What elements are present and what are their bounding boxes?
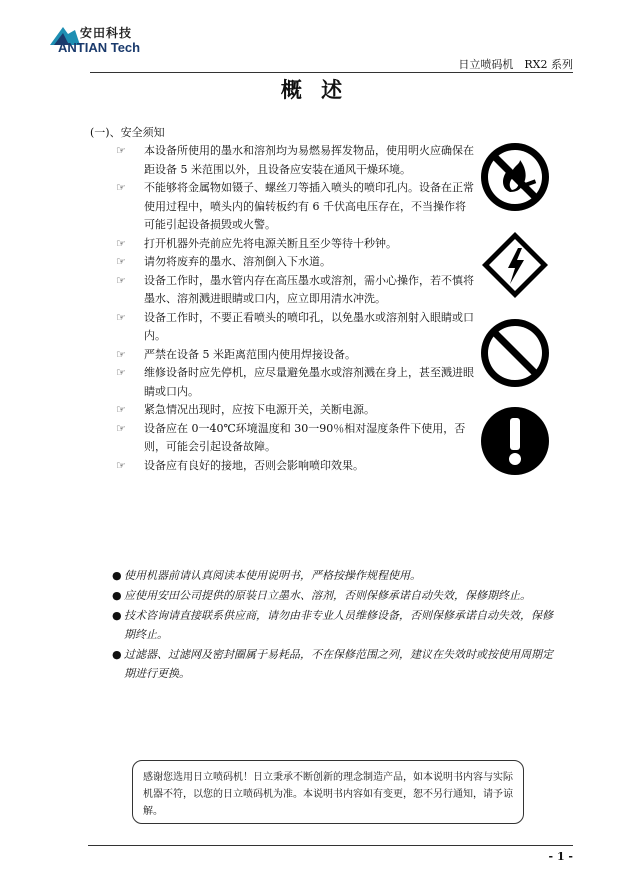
list-item-text: 严禁在设备 5 米距离范围内使用焊接设备。: [144, 347, 356, 361]
list-item: [116, 457, 476, 476]
page-number: - 1 -: [548, 850, 573, 863]
bullet-icon: ●: [112, 569, 122, 582]
note-text: 过滤器、过滤网及密封圈属于易耗品，不在保修范围之列，建议在失效时或按使用周期定期进行更换。: [124, 648, 553, 680]
pointing-hand-icon: ☞: [116, 458, 126, 472]
pointing-hand-icon: ☞: [116, 421, 126, 435]
list-item: [116, 346, 476, 365]
list-item-text: 不能够将金属物如镊子、螺丝刀等插入喷头的喷印孔内。设备在正常使用过程中，喷头内的偏转板约有 6 千伏高电压存在，不当操作将可能引起设备损毁或火警。: [144, 181, 474, 231]
notes-list: [112, 566, 562, 684]
list-item: [116, 272, 476, 309]
list-item: [116, 420, 476, 457]
no-fire-icon: [480, 142, 550, 212]
notice-box: 感谢您选用日立喷码机！日立秉承不断创新的理念制造产品，如本说明书内容与实际机器不符，以您的日立喷码机为准。本说明书内容如有变更，恕不另行通知，请予谅解。: [132, 760, 524, 824]
pointing-hand-icon: ☞: [116, 403, 126, 416]
list-item: [112, 586, 562, 605]
safety-list: [116, 142, 476, 475]
bullet-icon: ●: [112, 609, 122, 622]
header-divider: [90, 72, 573, 73]
list-item: [116, 235, 476, 254]
list-item-text: 维修设备时应先停机，应尽量避免墨水或溶剂溅在身上，甚至溅进眼睛或口内。: [144, 366, 474, 398]
list-item-text: 设备应在 0一40℃环境温度和 30一90％相对湿度条件下使用，否则，可能会引起设备故障。: [144, 421, 466, 453]
footer-divider: [88, 845, 573, 846]
pointing-hand-icon: ☞: [116, 144, 126, 157]
caution-icon: [480, 406, 550, 476]
page-title: 概 述: [280, 77, 349, 102]
pointing-hand-icon: ☞: [116, 181, 126, 194]
note-text: 使用机器前请认真阅读本使用说明书，严格按操作规程使用。: [124, 569, 421, 582]
warning-icons: [480, 142, 556, 494]
pointing-hand-icon: ☞: [116, 273, 126, 287]
list-item: [116, 309, 476, 346]
list-item: [116, 364, 476, 401]
bullet-icon: ●: [112, 648, 122, 661]
list-item-text: 请勿将废弃的墨水、溶剂倒入下水道。: [144, 255, 331, 268]
prohibition-icon: [480, 318, 550, 388]
document-header-title: 日立喷码机 RX2 系列: [458, 58, 573, 71]
list-item-text: 设备应有良好的接地，否则会影响喷印效果。: [144, 458, 364, 472]
note-text: 技术咨询请直接联系供应商，请勿由非专业人员维修设备，否则保修承诺自动失效，保修期终止。: [124, 609, 553, 641]
pointing-hand-icon: ☞: [116, 347, 126, 361]
pointing-hand-icon: ☞: [116, 310, 126, 324]
logo-chinese-name: 安田科技: [80, 26, 133, 40]
bullet-icon: ●: [112, 589, 122, 602]
pointing-hand-icon: ☞: [116, 236, 126, 250]
list-item: [116, 253, 476, 272]
pointing-hand-icon: ☞: [116, 366, 126, 379]
list-item-text: 打开机器外壳前应先将电源关断且至少等待十秒钟。: [144, 236, 397, 250]
note-text: 应使用安田公司提供的原装日立墨水、溶剂，否则保修承诺自动失效，保修期终止。: [124, 589, 531, 602]
list-item-text: 本设备所使用的墨水和溶剂均为易燃易挥发物品，使用明火应确保在距设备 5 米范围以外，且设备应安装在通风干燥环境。: [144, 144, 474, 176]
list-item: [112, 645, 562, 683]
logo-english-name: ANTIAN Tech: [58, 40, 141, 55]
section-heading: (一)、安全须知: [90, 126, 165, 139]
list-item: [116, 142, 476, 179]
list-item-text: 设备工作时，不要正看喷头的喷印孔，以免墨水或溶剂射入眼睛或口内。: [144, 310, 474, 342]
list-item: [116, 401, 476, 420]
list-item-text: 设备工作时，墨水管内存在高压墨水或溶剂，需小心操作，若不慎将墨水、溶剂溅进眼睛或口内，应立即用清水冲洗。: [144, 273, 474, 305]
list-item: [112, 606, 562, 644]
pointing-hand-icon: ☞: [116, 255, 126, 268]
list-item: [116, 179, 476, 235]
list-item: [112, 566, 562, 585]
list-item-text: 紧急情况出现时，应按下电源开关，关断电源。: [144, 403, 375, 416]
high-voltage-icon: [480, 230, 550, 300]
